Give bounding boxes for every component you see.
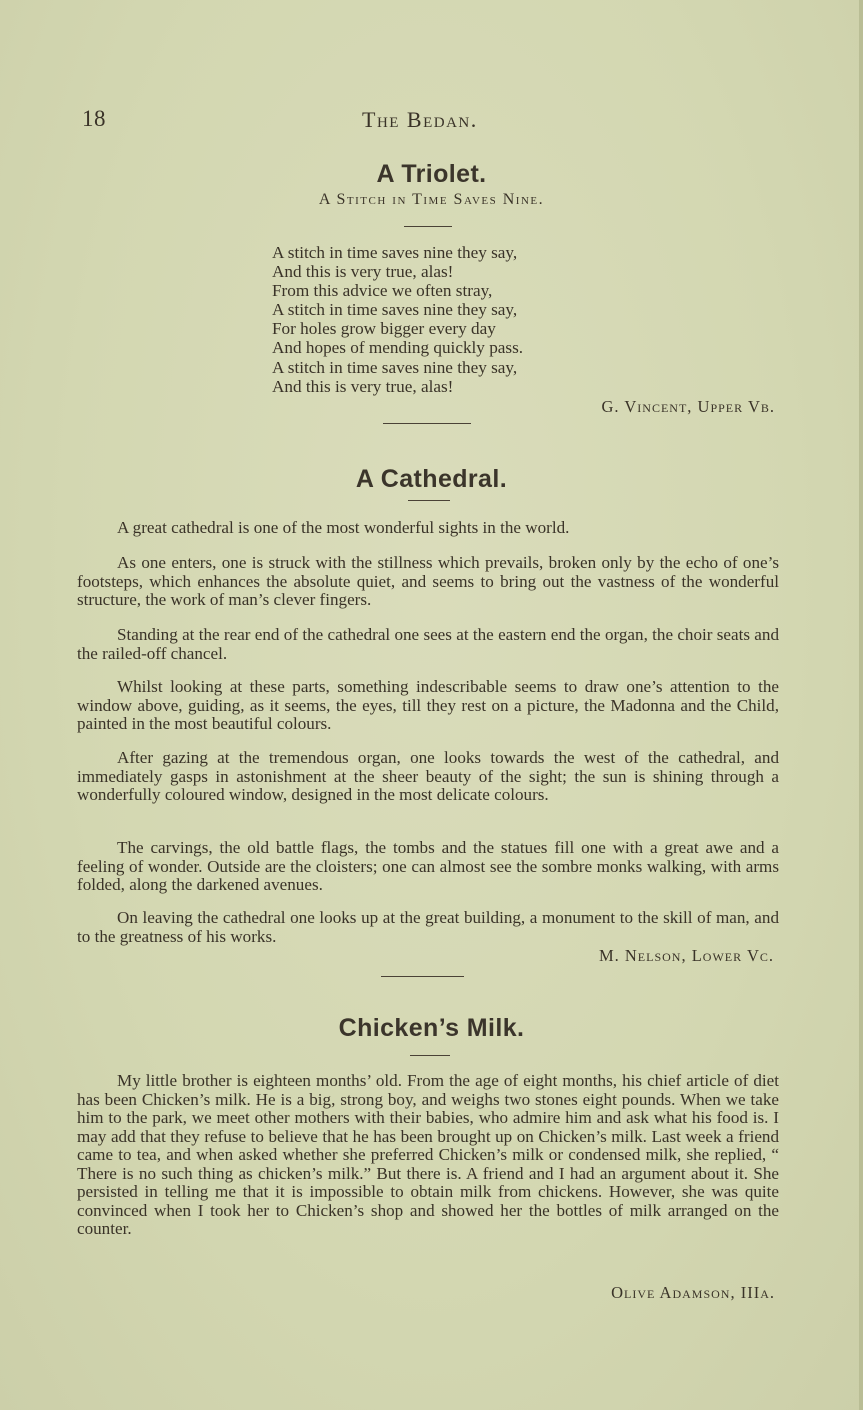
section-divider	[383, 423, 471, 424]
chickens-milk-title: Chicken’s Milk.	[338, 1014, 525, 1042]
triolet-author: G. Vincent, Upper Vb.	[601, 397, 775, 416]
poem-line: From this advice we often stray,	[272, 281, 493, 301]
poem-line: A stitch in time saves nine they say,	[272, 357, 518, 377]
cathedral-paragraph: Whilst looking at these parts, something indescribable seems to draw one’s attention to the window above, guiding, as it seems, the eyes, till they rest on a picture, the Madonna and the Child, painted in the most beautiful colours.	[77, 677, 779, 733]
section-divider	[381, 976, 464, 977]
cathedral-paragraph: After gazing at the tremendous organ, one looks towards the west of the cathedral, and immediately gasps in astonishment at the sheer beauty of the sight; the sun is shining through a wonderfully coloured window, designed in the most delicate colours.	[77, 748, 779, 804]
cathedral-paragraph: On leaving the cathedral one looks up at the great building, a monument to the skill of man, and to the greatness of his works.	[77, 908, 779, 946]
chickens-milk-paragraph: My little brother is eighteen months’ old. From the age of eight months, his chief article of diet has been Chicken’s milk. He is a big, strong boy, and weighs two stones eight pounds. When we take him to the park, we meet other mothers with their babies, who admire him and ask what his food is. I may add that they refuse to believe that he has been brought up on Chicken’s milk. Last week a friend came to tea, and when asked whether she preferred Chicken’s milk or condensed milk, she replied, “ There is no such thing as chicken’s milk.” But there is. A friend and I had an argument about it. She persisted in telling me that it is impossible to obtain milk from chickens. However, she was quite convinced when I took her to Chicken’s shop and showed her the bottles of milk arranged on the counter.	[77, 1071, 779, 1238]
triolet-subtitle: A Stitch in Time Saves Nine.	[318, 191, 545, 208]
chickens-milk-author: Olive Adamson, IIIa.	[611, 1283, 775, 1302]
page-edge-shadow	[859, 0, 863, 1410]
cathedral-paragraph: Standing at the rear end of the cathedral one sees at the eastern end the organ, the choir seats and the railed-off chancel.	[77, 625, 779, 663]
poem-line: And this is very true, alas!	[272, 376, 454, 396]
triolet-poem	[272, 243, 523, 396]
cathedral-paragraph: The carvings, the old battle flags, the tombs and the statues fill one with a great awe and a feeling of wonder. Outside are the cloisters; one can almost see the sombre monks walking, with arms folded, along the darkened avenues.	[77, 838, 779, 894]
divider-rule	[410, 1055, 450, 1056]
divider-rule	[404, 226, 452, 227]
poem-line: For holes grow bigger every day	[272, 319, 496, 339]
cathedral-paragraph: A great cathedral is one of the most wonderful sights in the world.	[117, 518, 570, 537]
poem-line: A stitch in time saves nine they say,	[272, 243, 518, 262]
page-number: 18	[82, 106, 106, 131]
poem-line: A stitch in time saves nine they say,	[272, 300, 518, 320]
poem-line: And hopes of mending quickly pass.	[272, 338, 524, 358]
page-header	[82, 106, 782, 136]
cathedral-title: A Cathedral.	[355, 465, 508, 493]
cathedral-author: M. Nelson, Lower Vc.	[598, 946, 774, 965]
cathedral-paragraph: As one enters, one is struck with the stillness which prevails, broken only by the echo of one’s footsteps, which enhances the absolute quiet, and seems to bring out the vastness of the wonderful structure, the work of man’s clever fingers.	[77, 553, 779, 609]
divider-rule	[408, 500, 450, 501]
poem-line: And this is very true, alas!	[272, 262, 454, 282]
running-head: The Bedan.	[362, 107, 478, 132]
triolet-title: A Triolet.	[376, 160, 487, 188]
